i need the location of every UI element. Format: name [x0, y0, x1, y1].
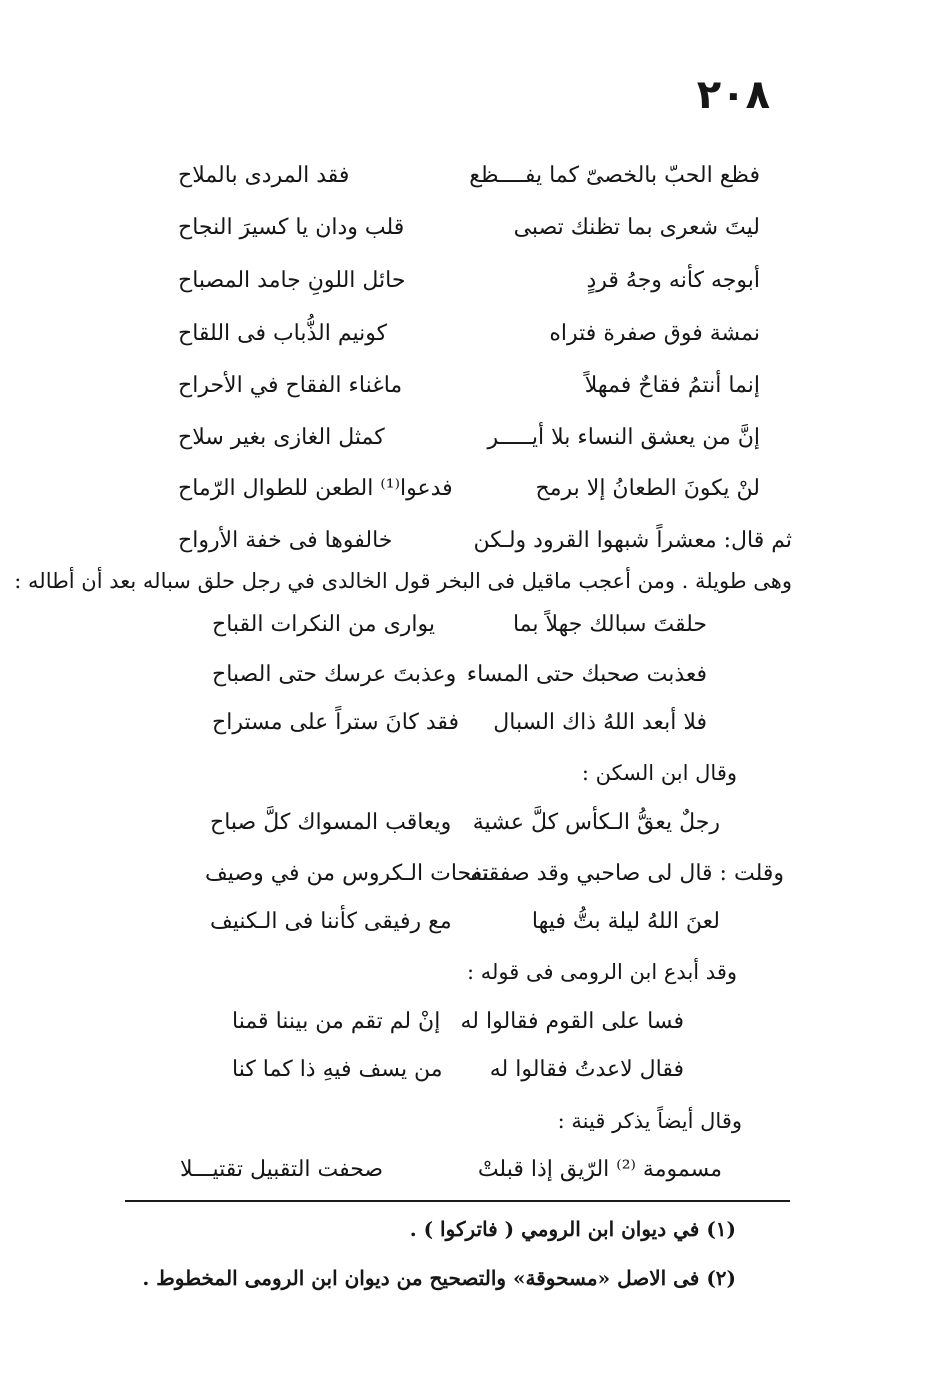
verse-line	[0, 409, 932, 467]
verse-left-hemistich: وعذبتَ عرسك حتى الصباح	[212, 662, 457, 687]
verse-right-hemistich: لنْ يكونَ الطعانُ إلا برمح	[535, 476, 760, 501]
verse-right-hemistich: حلقتَ سبالك جهلاً بما	[512, 612, 707, 637]
prose-heading: وقال ابن السكن :	[581, 761, 737, 785]
verse-left-hemistich: يوارى من النكرات القباح	[212, 612, 436, 637]
verse-left-hemistich: كمثل الغازى بغير سلاح	[178, 425, 385, 450]
verse-left-hemistich: نفحات الـكروس من في وصيف	[205, 861, 489, 886]
verse-line	[0, 460, 932, 518]
verse-right-hemistich: مسمومة ⁽²⁾ الرّيق إذا قبلتْ	[477, 1157, 722, 1182]
verse-line	[0, 305, 932, 363]
verse-right-hemistich: أبوجه كأنه وجهُ قردٍ	[586, 268, 760, 293]
verse-right-hemistich: لعنَ اللهُ ليلة بتُّ فيها	[531, 909, 720, 934]
verse-right-hemistich: فعذبت صحبك حتى المساء	[466, 662, 707, 687]
verse-left-hemistich: فقد المردى بالملاح	[178, 163, 350, 188]
verse-line	[0, 357, 932, 415]
prose-paragraph: وهى طويلة . ومن أعجب ماقيل فى البخر قول الخالدى في رجل حلق سباله بعد أن أطاله :	[14, 569, 792, 593]
prose-heading: وقد أبدع ابن الرومى فى قوله :	[466, 960, 737, 984]
verse-right-hemistich: فظع الحبّ بالخصىّ كما يفــــظع	[469, 163, 760, 188]
verse-left-hemistich: من يسف فيهِ ذا كما كنا	[232, 1057, 443, 1082]
verse-line	[0, 694, 932, 752]
verse-line	[0, 1141, 932, 1199]
prose-heading: وقال أيضاً يذكر قينة :	[557, 1109, 742, 1133]
verse-left-hemistich: فدعوا⁽¹⁾ الطعن للطوال الرّماح	[178, 476, 453, 501]
verse-right-hemistich: ثم قال: معشراً شبهوا القرود ولـكن	[473, 528, 792, 553]
verse-line	[0, 147, 932, 205]
verse-left-hemistich: ماغناء الفقاح في الأحراح	[178, 373, 403, 398]
verse-right-hemistich: فسا على القوم فقالوا له	[460, 1009, 684, 1034]
verse-line	[0, 1041, 932, 1099]
verse-right-hemistich: وقلت : قال لى صاحبي وقد صفقته	[470, 861, 784, 886]
verse-line	[0, 199, 932, 257]
verse-left-hemistich: حائل اللونِ جامد المصباح	[178, 268, 406, 293]
verse-left-hemistich: فقد كانَ ستراً على مستراح	[212, 710, 460, 735]
verse-left-hemistich: قلب ودان يا كسيرَ النجاح	[178, 215, 405, 240]
verse-right-hemistich: نمشة فوق صفرة فتراه	[549, 321, 760, 346]
verse-line	[0, 794, 932, 852]
verse-right-hemistich: إنَّ من يعشق النساء بلا أيـــــر	[487, 425, 760, 450]
verse-left-hemistich: خالفوها فى خفة الأرواح	[178, 528, 393, 553]
verse-right-hemistich: فقال لاعدتُ فقالوا له	[489, 1057, 684, 1082]
page-number: ٢٠٨	[696, 72, 770, 118]
verse-left-hemistich: كونيم الذُّباب فى اللقاح	[178, 321, 388, 346]
footnote-separator	[125, 1200, 790, 1202]
verse-left-hemistich: مع رفيقى كأننا فى الـكنيف	[210, 909, 452, 934]
verse-right-hemistich: ليتَ شعرى بما تظنك تصبى	[513, 215, 760, 240]
verse-left-hemistich: ويعاقب المسواك كلَّ صباح	[210, 810, 452, 835]
verse-line	[0, 252, 932, 310]
footnote: (١) في ديوان ابن الرومي ( فاتركوا ) .	[409, 1217, 736, 1241]
footnote: (٢) فى الاصل «مسحوقة» والتصحيح من ديوان ابن الرومى المخطوط .	[142, 1266, 736, 1290]
verse-left-hemistich: إنْ لم تقم من بيننا قمنا	[232, 1009, 441, 1034]
verse-right-hemistich: فلا أبعد اللهُ ذاك السبال	[493, 710, 707, 735]
verse-right-hemistich: إنما أنتمُ فقاحٌ فمهلاً	[584, 373, 760, 398]
verse-right-hemistich: رجلٌ يعقُّ الـكأس كلَّ عشية	[472, 810, 720, 835]
verse-left-hemistich: صحفت التقبيل تقتيـــلا	[180, 1157, 384, 1182]
